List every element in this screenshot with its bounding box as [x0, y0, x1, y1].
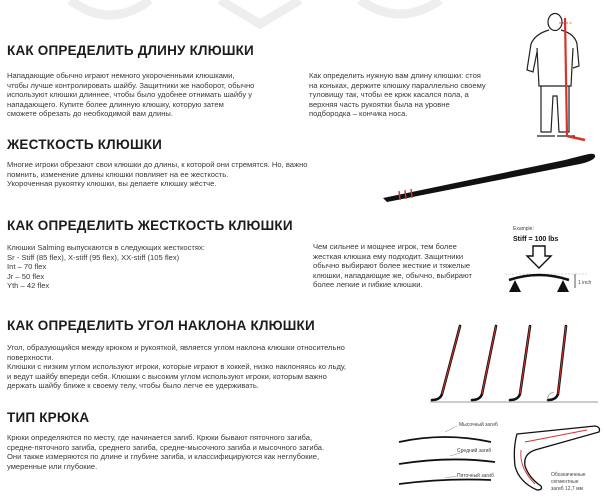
list-item: Yth – 42 flex: [7, 281, 50, 291]
lie-text: [7, 343, 346, 391]
curve-label: Пяточный загиб: [457, 473, 494, 479]
down-arrow-icon: [527, 246, 551, 268]
text-line: жесткая клюшка ему подходит. Защитники: [313, 251, 464, 261]
curve-label: сегментные: [551, 479, 579, 485]
text-line: более легкие и гибкие клюшки.: [313, 280, 423, 290]
curve-label: Обозначенные: [551, 472, 586, 478]
text-line: сможете обрезать до необходимой вам длины.: [7, 109, 173, 119]
text-line: Нападающие обычно играют немного укороченными клюшками,: [7, 71, 235, 80]
text-line: подбородка – кончика носа.: [309, 109, 408, 119]
left-support-icon: [509, 280, 521, 292]
text-line: Угол, образующийся между крюком и рукояткой, является углом наклона клюшки относительно: [7, 343, 345, 352]
text-line: Крюки определяются по месту, где начинается загиб. Крюки бывают пяточного загиба,: [7, 433, 313, 442]
list-item: Int – 70 flex: [7, 262, 47, 272]
text-line: Клюшки Salming выпускаются в следующих жесткостях:: [7, 243, 205, 252]
curve-label: Мысочный загиб: [459, 422, 498, 428]
lie-angle-sticks-illustration: [430, 322, 600, 412]
list-item: Sr - Stiff (85 flex), X-stiff (95 flex), XX-stiff (105 flex): [7, 252, 180, 262]
text-line: чтобы лучше контролировать шайбу. Защитники же наоборот, обычно: [7, 80, 255, 90]
text-line: Многие игроки обрезают свои клюшки до длины, к которой они стремятся. Но, важно: [7, 160, 308, 169]
text-line: Клюшки с низким углом используют игроки, которые играют в хоккей, низко наклоняясь ко льду,: [7, 362, 347, 372]
stiff-label: Stiff = 100 lbs: [513, 236, 559, 243]
curve-label: Средний загиб: [457, 448, 492, 454]
section-title-stiffness: ЖЕСТКОСТЬ КЛЮШКИ: [7, 137, 163, 152]
text-line: Укороченная рукоятку клюшки, вы делаете клюшку жёстче.: [7, 179, 217, 189]
right-support-icon: [557, 280, 569, 292]
text-line: обычно выбирают более жесткие и тяжелые: [313, 261, 471, 271]
curve-types-diagram: [395, 420, 602, 498]
deflection-label: 1 inch: [578, 280, 592, 286]
text-line: Чем сильнее и мощнее игрок, тем более: [313, 242, 457, 251]
section-title-determine-stiffness: КАК ОПРЕДЕЛИТЬ ЖЕСТКОСТЬ КЛЮШКИ: [7, 218, 293, 233]
stick-illustration: [375, 150, 600, 210]
text-line: на коньках, держите клюшку параллельно своему: [309, 80, 486, 90]
section-title-length: КАК ОПРЕДЕЛИТЬ ДЛИНУ КЛЮШКИ: [7, 43, 254, 58]
text-line: клюшки, нападающие же, обычно, выбирают: [313, 270, 473, 280]
stiffness-text: [7, 160, 308, 189]
text-line: верхняя часть рукоятки была на уровне: [309, 99, 450, 109]
player-with-stick-illustration: [515, 8, 601, 143]
text-line: используют клюшки длиннее, чтобы было удобнее отнимать шайбу у: [7, 90, 253, 100]
text-line: Как определить нужную вам длину клюшки: стоя: [309, 71, 481, 80]
text-line: туловищу так, чтобы ее крюк касался пола, а: [309, 90, 469, 100]
list-item: Jr – 50 flex: [7, 271, 45, 281]
text-line: умеренные или глубокие.: [7, 461, 98, 471]
stiffness-flex-list: [7, 243, 205, 291]
text-line: нападающего. Купите более длинную клюшку, которую затем: [7, 99, 224, 109]
text-line: Они также измеряются по длине и глубине загиба, и классифицируются как неглубокие,: [7, 452, 320, 462]
text-line: поверхности.: [7, 352, 54, 362]
text-line: и ведут шайбу впереди себя. Клюшки с высоким углом используют игроки, которым важно: [7, 371, 327, 381]
stiffness-text-col2: [313, 242, 472, 290]
curve-text: [7, 433, 324, 471]
flex-test-diagram: [505, 222, 600, 317]
length-text-col2: [309, 71, 486, 119]
curve-label: загиб 12,7 мм: [551, 486, 583, 492]
text-line: средне-пяточного загиба, среднего загиба, средне-мысочного загиба и мысочного загиба.: [7, 442, 325, 452]
watermark-strip: [0, 0, 604, 40]
text-line: помнить, изменение длины клюшки повлияет на ее жесткость.: [7, 169, 229, 179]
section-title-curve: ТИП КРЮКА: [7, 410, 90, 425]
length-text-col1: [7, 71, 254, 119]
text-line: держать шайбу ближе к своему телу, чтобы было легче ее удерживать.: [7, 381, 259, 391]
example-label: Example:: [513, 226, 534, 232]
section-title-lie: КАК ОПРЕДЕЛИТЬ УГОЛ НАКЛОНА КЛЮШКИ: [7, 318, 315, 333]
